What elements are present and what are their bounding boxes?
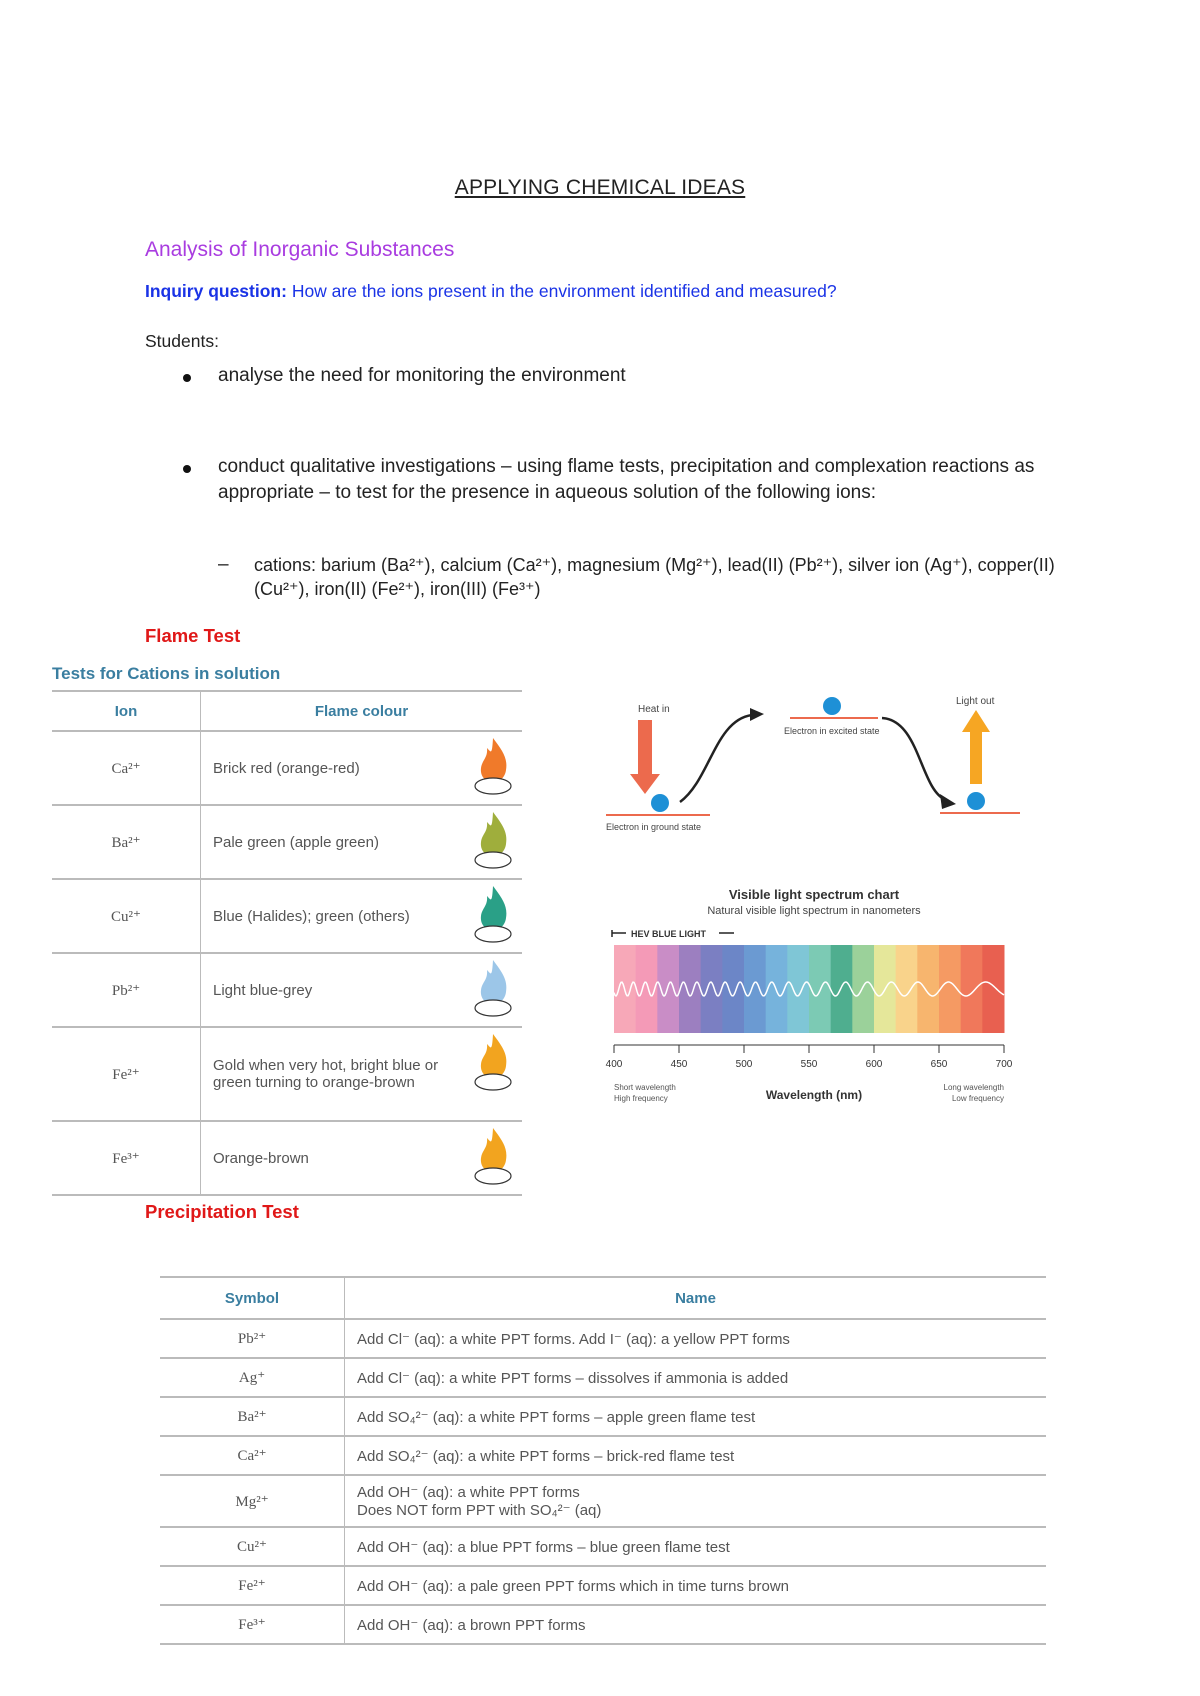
tick-label: 500	[735, 1059, 753, 1070]
electron-excitation-diagram	[600, 690, 1030, 840]
excitation-arrow-icon	[750, 708, 764, 721]
tick-label: 650	[930, 1059, 948, 1070]
precip-description: Add Cl⁻ (aq): a white PPT forms. Add I⁻ (aq): a yellow PPT forms	[357, 1330, 790, 1348]
hev-label: HEV BLUE LIGHT	[631, 929, 707, 939]
sub-bullet-dash: –	[218, 554, 229, 575]
flame-colour-cell	[201, 1027, 523, 1121]
ion-cell: Ba²⁺	[52, 805, 201, 879]
cations-list: cations: barium (Ba²⁺), calcium (Ca²⁺), magnesium (Mg²⁺), lead(II) (Pb²⁺), silver ion (Ag⁺), copper(II) (Cu²⁺), iron(II) (Fe²⁺), iron(III) (Fe³⁺)	[254, 555, 1055, 599]
table-row	[160, 1397, 1046, 1436]
flame-colour-text: Brick red (orange-red)	[213, 759, 360, 777]
symbol-cell: Ba²⁺	[160, 1397, 345, 1436]
flame-colour-cell	[201, 879, 523, 953]
spectrum-subtitle: Natural visible light spectrum in nanometers	[707, 905, 921, 917]
spectrum-bands	[614, 945, 1005, 1033]
bullet-dot	[183, 465, 191, 473]
table-row	[52, 879, 522, 953]
precip-description: Add OH⁻ (aq): a blue PPT forms – blue green flame test	[357, 1538, 730, 1556]
symbol-cell: Mg²⁺	[160, 1475, 345, 1527]
table-row	[52, 1121, 522, 1195]
table-row	[52, 731, 522, 805]
flame-icon	[472, 884, 514, 944]
table-row	[160, 1566, 1046, 1605]
precip-description: Add SO₄²⁻ (aq): a white PPT forms – brick-red flame test	[357, 1447, 735, 1465]
flame-icon	[472, 958, 514, 1018]
flame-test-table	[52, 664, 522, 1196]
spectrum-band	[722, 945, 744, 1033]
inquiry-question	[145, 281, 837, 302]
precip-description: Add OH⁻ (aq): a brown PPT forms	[357, 1616, 586, 1634]
excited-electron	[823, 697, 841, 715]
col-header-ion: Ion	[52, 691, 201, 731]
precip-description: Add Cl⁻ (aq): a white PPT forms – dissolves if ammonia is added	[357, 1369, 789, 1387]
symbol-cell: Pb²⁺	[160, 1319, 345, 1358]
table-row	[160, 1358, 1046, 1397]
symbol-cell: Fe³⁺	[160, 1605, 345, 1644]
bullet-dot	[183, 374, 191, 382]
flame-test-heading: Flame Test	[145, 625, 241, 646]
flame-colour-cell	[201, 953, 523, 1027]
heat-in-label: Heat in	[638, 704, 670, 715]
tick-label: 400	[605, 1059, 623, 1070]
students-label: Students:	[145, 331, 219, 351]
ion-cell: Pb²⁺	[52, 953, 201, 1027]
ground-state-label: Electron in ground state	[606, 822, 702, 832]
name-cell	[345, 1358, 1047, 1397]
light-out-arrow-icon	[962, 710, 990, 732]
col-header-flame-colour: Flame colour	[201, 691, 523, 731]
name-cell	[345, 1566, 1047, 1605]
precip-description: Add OH⁻ (aq): a white PPT forms	[357, 1484, 580, 1501]
visible-spectrum-chart	[604, 885, 1024, 1115]
table-row	[160, 1319, 1046, 1358]
ground-electron	[651, 794, 669, 812]
spectrum-ticks	[606, 1045, 1013, 1070]
inquiry-text: How are the ions present in the environment identified and measured?	[286, 281, 837, 301]
spectrum-band	[787, 945, 809, 1033]
precip-description: Add OH⁻ (aq): a pale green PPT forms which in time turns brown	[357, 1577, 789, 1595]
ion-cell: Fe²⁺	[52, 1027, 201, 1121]
tick-label: 700	[995, 1059, 1013, 1070]
spectrum-band	[744, 945, 766, 1033]
spectrum-band	[982, 945, 1004, 1033]
page-title: APPLYING CHEMICAL IDEAS	[454, 176, 746, 199]
table-row	[52, 953, 522, 1027]
name-cell	[345, 1319, 1047, 1358]
symbol-cell: Fe²⁺	[160, 1566, 345, 1605]
spectrum-band	[917, 945, 939, 1033]
table-row	[160, 1475, 1046, 1527]
wavelength-axis-label: Wavelength (nm)	[765, 1088, 863, 1102]
flame-colour-text: Gold when very hot, bright blue or green turning to orange-brown	[213, 1057, 439, 1091]
tick-label: 450	[670, 1059, 688, 1070]
table-row	[52, 1027, 522, 1121]
flame-colour-text: Orange-brown	[213, 1149, 309, 1167]
precipitation-test-table	[160, 1276, 1046, 1645]
relaxation-arrow-icon	[940, 794, 956, 809]
name-cell	[345, 1397, 1047, 1436]
long-wavelength-label: Long wavelength	[943, 1083, 1004, 1092]
excitation-curve	[680, 715, 752, 802]
table-row	[160, 1527, 1046, 1566]
flame-colour-cell	[201, 805, 523, 879]
col-header-symbol: Symbol	[160, 1277, 345, 1319]
col-header-name: Name	[345, 1277, 1047, 1319]
symbol-cell: Cu²⁺	[160, 1527, 345, 1566]
relaxation-curve	[882, 718, 946, 800]
flame-colour-text: Blue (Halides); green (others)	[213, 907, 410, 925]
flame-colour-cell	[201, 731, 523, 805]
light-arrow-shaft	[970, 732, 982, 784]
spectrum-band	[896, 945, 918, 1033]
spectrum-band	[831, 945, 853, 1033]
short-wavelength-label: Short wavelength	[614, 1083, 676, 1092]
precip-description-extra: Does NOT form PPT with SO₄²⁻ (aq)	[357, 1502, 602, 1519]
flame-icon	[472, 736, 514, 796]
flame-icon	[472, 810, 514, 870]
flame-icon	[472, 1032, 514, 1092]
spectrum-band	[852, 945, 874, 1033]
spectrum-band	[679, 945, 701, 1033]
name-cell	[345, 1436, 1047, 1475]
table-row	[160, 1436, 1046, 1475]
flame-table-title: Tests for Cations in solution	[52, 664, 281, 683]
bullet-text: analyse the need for monitoring the environment	[218, 365, 626, 386]
bullet-text: conduct qualitative investigations – using flame tests, precipitation and complexation reactions as appropriate – to test for the presence in aqueous solution of the following ions:	[218, 456, 1035, 503]
symbol-cell: Ag⁺	[160, 1358, 345, 1397]
name-cell	[345, 1527, 1047, 1566]
light-out-label: Light out	[956, 696, 995, 707]
excited-state-label: Electron in excited state	[784, 726, 880, 736]
flame-colour-cell	[201, 1121, 523, 1195]
section-subtitle: Analysis of Inorganic Substances	[145, 238, 455, 261]
low-frequency-label: Low frequency	[951, 1094, 1004, 1103]
tick-label: 550	[800, 1059, 818, 1070]
flame-colour-text: Light blue-grey	[213, 981, 313, 999]
tick-label: 600	[865, 1059, 883, 1070]
flame-colour-text: Pale green (apple green)	[213, 833, 379, 851]
heat-in-arrow-icon	[630, 774, 660, 794]
high-frequency-label: High frequency	[614, 1094, 668, 1103]
inquiry-label: Inquiry question:	[145, 281, 287, 301]
name-cell	[345, 1475, 1047, 1527]
spectrum-title: Visible light spectrum chart	[728, 887, 900, 902]
spectrum-band	[701, 945, 723, 1033]
ion-cell: Fe³⁺	[52, 1121, 201, 1195]
flame-icon	[472, 1126, 514, 1186]
spectrum-band	[961, 945, 983, 1033]
heat-arrow-shaft	[638, 720, 652, 776]
ion-cell: Ca²⁺	[52, 731, 201, 805]
precipitation-test-heading: Precipitation Test	[145, 1201, 299, 1222]
ion-cell: Cu²⁺	[52, 879, 201, 953]
table-row	[52, 805, 522, 879]
table-row	[160, 1605, 1046, 1644]
final-electron	[967, 792, 985, 810]
name-cell	[345, 1605, 1047, 1644]
precip-description: Add SO₄²⁻ (aq): a white PPT forms – apple green flame test	[357, 1408, 756, 1426]
symbol-cell: Ca²⁺	[160, 1436, 345, 1475]
